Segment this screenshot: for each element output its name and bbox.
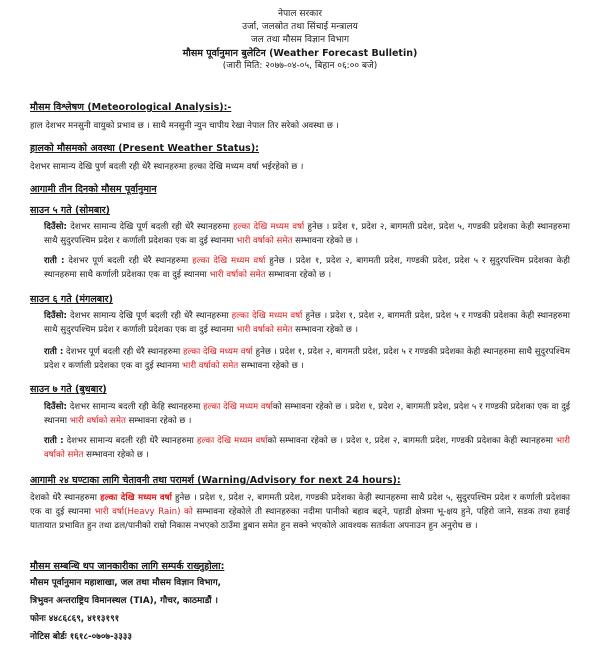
night-forecast <box>44 345 570 373</box>
warning-heading: आगामी २४ घण्टाका लागि चेतावनी तथा परामर्श (Warning/Advisory for next 24 hours): <box>30 475 401 486</box>
warning-text <box>30 491 570 533</box>
day-forecast <box>44 309 570 337</box>
night-text: देशभर पूर्ण बदली रही धेरै स्थानहरुमा <box>64 256 193 266</box>
day-text: देशभर सामान्य देखि पूर्ण बदली रही धेरै स्थानहरुमा <box>66 311 232 321</box>
day-text: सम्भावना रहेको छ । <box>292 236 358 246</box>
night-forecast <box>44 254 570 282</box>
contact-office: मौसम पूर्वानुमान महाशाखा, जल तथा मौसम विज्ञान विभाग, <box>30 578 221 588</box>
day-text: देशभर सामान्य बदली रही केहि स्थानहरुमा <box>66 402 204 412</box>
heavy-rain-highlight: भारी वर्षा(Heavy Rain) को <box>94 507 193 517</box>
bulletin-title: मौसम पूर्वानुमान बुलेटिन (Weather Forecast Bulletin) <box>182 48 418 59</box>
contact-block <box>30 574 221 646</box>
heavy-rain-highlight: भारी वर्षाको समेत <box>182 361 239 371</box>
night-forecast <box>44 434 570 462</box>
night-text: देशभर पूर्ण बदली रही धेरै स्थानहरुमा <box>63 347 183 357</box>
day-text: को सम्भावना रहेको छ । प्रदेश १, प्रदेश २, बागमती प्रदेश, प्रदेश ५ र गण्डकी प्रदेशका एक वा दुई स्थानमा <box>44 402 570 426</box>
heavy-rain-highlight: भारी वर्षाको समेत <box>209 270 266 280</box>
night-label: राती : <box>44 347 64 357</box>
day-heading: साउन ६ गते (मंगलबार) <box>30 294 113 305</box>
rain-highlight: हल्का देखि मध्यम वर्षा <box>192 256 266 266</box>
contact-phone: फोनः ४४८६८६९, ४११३१९१ <box>30 614 120 624</box>
night-text: हुनेछ । प्रदेश १, प्रदेश २, बागमती प्रदेश, गण्डकी प्रदेश, प्रदेश ५ र सुदुरपश्चिम प्रदेशका केही स्थानहरुमा साथै कर्णाली प्रदेशका एक वा दुई स्थानमा <box>44 256 570 280</box>
rain-highlight: हल्का देखि मध्यम वर्षा <box>203 402 273 412</box>
rain-highlight: हल्का देखि मध्यम वर्षा <box>100 493 172 503</box>
day-text: सम्भावना रहेको छ । <box>125 416 192 426</box>
forecast-heading: आगामी तीन दिनको मौसम पूर्वानुमान <box>30 184 157 195</box>
warning-body: हुनेछ । प्रदेश १, प्रदेश २, बागमती प्रदेश, गण्डकी प्रदेशका केही स्थानहरुमा साथै प्रदेश ५, सुदुरपश्चिम प्रदेश र कर्णाली प्रदेशका एक वा दुई स्थानमा <box>30 493 570 517</box>
heavy-rain-highlight: भारी वर्षाको समेत <box>236 236 293 246</box>
night-text: सम्भावना रहेको छ । <box>83 450 149 460</box>
day-heading: साउन ७ गते (बुधबार) <box>30 384 107 395</box>
rain-highlight: हल्का देखि मध्यम वर्षा <box>182 347 253 357</box>
day-text: हुनेछ । प्रदेश १, प्रदेश २, बागमती प्रदेश, प्रदेश ५, गण्डकी प्रदेशका केही स्थानहरुमा साथै सुदुरपश्चिम प्रदेश र कर्णाली प्रदेशका एक वा दुई स्थानमा <box>44 222 571 246</box>
day-forecast <box>44 400 570 428</box>
day-text: देशभर सामान्य देखि पूर्ण बदली रही धेरै स्थानहरुमा <box>66 222 233 232</box>
night-text: सम्भावना रहेको छ । <box>238 361 304 371</box>
govt-name: नेपाल सरकार <box>277 9 323 19</box>
day-label: दिउँसो: <box>44 311 67 321</box>
day-label: दिउँसो: <box>44 402 67 412</box>
heavy-rain-highlight: भारी वर्षाको समेत <box>236 325 293 335</box>
warning-body: देशको धेरै स्थानहरुमा <box>30 493 101 503</box>
contact-address: त्रिभुवन अन्तराष्ट्रिय विमानस्थल (TIA), गौचर, काठमाडौं । <box>30 596 218 606</box>
warning-body: सम्भावना रहेकोले ती स्थानहरुका नदीमा पानीको बहाव बढ्ने, पहाडी क्षेत्रमा भू-क्षय हुने, पहिरो जाने, सडक तथा हवाई यातायात प्रभावित हुन तथा ढल/पानीको राम्रो निकास नभएको ठाउँमा डुबान समेत हुन सक्ने भएकोले आवश्यक सतर्कता अपनाउन हुन अनुरोध छ । <box>30 507 571 531</box>
contact-notice-board: नोटिस बोर्डः १६१८-०७०७-३३३३ <box>30 632 132 642</box>
present-text: देशभर सामान्य देखि पुर्ण बदली रही धेरै स्थानहरुमा हल्का देखि मध्यम वर्षा भईरहेको छ । <box>30 162 304 172</box>
night-text: देशभर सामान्य बदली रही धेरै स्थानहरुमा <box>63 436 197 446</box>
night-label: राती : <box>44 436 64 446</box>
day-forecast <box>44 220 570 248</box>
night-text: सम्भावना रहेको छ । <box>265 270 332 280</box>
day-text: सम्भावना रहेको छ । <box>292 325 358 335</box>
night-text: को सम्भावना रहेको छ । प्रदेश १, प्रदेश २, बागमती प्रदेश, गण्डकी प्रदेशका केही स्थानहरुमा <box>267 436 556 446</box>
present-heading: हालको मौसमको अवस्था (Present Weather Status): <box>30 143 259 154</box>
ministry-name: उर्जा, जलस्रोत तथा सिंचाई मन्त्रालय <box>242 22 358 32</box>
department-name: जल तथा मौसम विज्ञान विभाग <box>250 35 350 45</box>
heavy-rain-highlight: भारी वर्षाको समेत <box>44 436 570 460</box>
contact-heading: मौसम सम्बन्धि थप जानकारीका लागि सम्पर्क राख्नुहोला: <box>30 561 225 572</box>
heavy-rain-highlight: भारी वर्षाको समेत <box>69 416 126 426</box>
bulletin-header <box>0 8 600 73</box>
night-text: हुनेछ । प्रदेश १, प्रदेश २, बागमती प्रदेश, प्रदेश ५ र गण्डकी प्रदेशका केही स्थानहरुमा साथै सुदुरपश्चिम प्रदेश र कर्णाली प्रदेशका एक वा दुई स्थानमा <box>44 347 570 371</box>
rain-highlight: हल्का देखि मध्यम वर्षा <box>231 311 303 321</box>
analysis-heading: मौसम विश्लेषण (Meteorological Analysis):- <box>30 102 232 113</box>
analysis-text: हाल देशभर मनसुनी वायुको प्रभाव छ । साथै मनसुनी न्युन चापीय रेखा नेपाल तिर सरेको अवस्था छ । <box>30 121 339 131</box>
issue-date: (जारी मिति: २०७७-०४-०५, बिहान ०६:०० बजे) <box>222 61 378 71</box>
rain-highlight: हल्का देखि मध्यम वर्षा <box>196 436 268 446</box>
rain-highlight: हल्का देखि मध्यम वर्षा <box>233 222 305 232</box>
day-heading: साउन ५ गते (सोमबार) <box>30 205 111 216</box>
night-label: राती : <box>44 256 65 266</box>
day-label: दिउँसो: <box>44 222 67 232</box>
day-text: हुनेछ । प्रदेश १, प्रदेश २, बागमती प्रदेश, प्रदेश ५ र गण्डकी प्रदेशका केही स्थानहरुमा साथै सुदुरपश्चिम प्रदेश र कर्णाली प्रदेशका एक वा दुई स्थानमा <box>44 311 570 335</box>
